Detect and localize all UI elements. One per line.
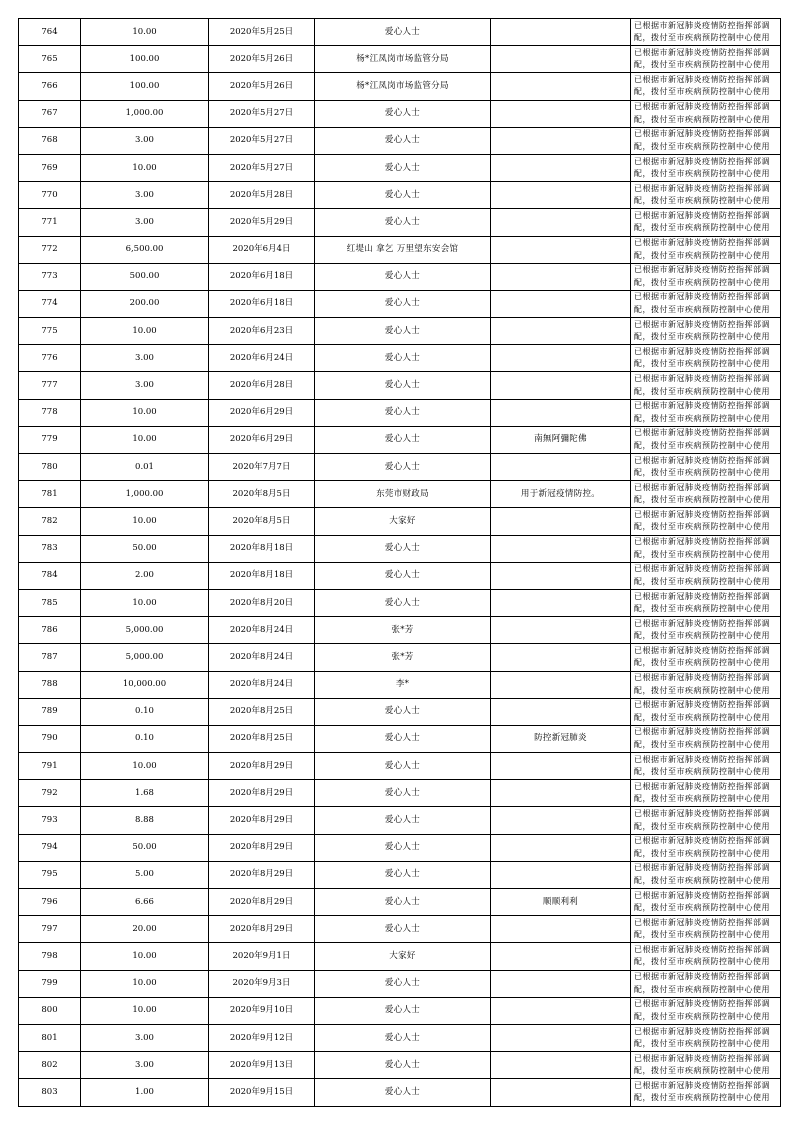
amount-cell: 10,000.00: [81, 671, 209, 698]
table-row: [19, 481, 781, 508]
donor-cell: 爱心人士: [315, 725, 491, 752]
message-cell: [491, 236, 631, 263]
usage-note-cell: 已根据市新冠肺炎疫情防控指挥部调配，拨付至市疾病预防控制中心使用: [631, 236, 781, 263]
donor-cell: 爱心人士: [315, 19, 491, 46]
table-row: [19, 753, 781, 780]
message-cell: [491, 182, 631, 209]
amount-cell: 1.00: [81, 1079, 209, 1106]
table-row: [19, 399, 781, 426]
amount-cell: 200.00: [81, 290, 209, 317]
date-cell: 2020年5月27日: [209, 127, 315, 154]
message-cell: [491, 943, 631, 970]
usage-note-cell: 已根据市新冠肺炎疫情防控指挥部调配，拨付至市疾病预防控制中心使用: [631, 725, 781, 752]
date-cell: 2020年8月29日: [209, 834, 315, 861]
donation-table-body: [19, 19, 781, 1107]
message-cell: [491, 916, 631, 943]
date-cell: 2020年8月20日: [209, 589, 315, 616]
date-cell: 2020年8月24日: [209, 644, 315, 671]
date-cell: 2020年9月12日: [209, 1024, 315, 1051]
date-cell: 2020年8月18日: [209, 535, 315, 562]
date-cell: 2020年6月18日: [209, 263, 315, 290]
usage-note-cell: 已根据市新冠肺炎疫情防控指挥部调配，拨付至市疾病预防控制中心使用: [631, 318, 781, 345]
row-number-cell: 766: [19, 73, 81, 100]
message-cell: [491, 834, 631, 861]
table-row: [19, 290, 781, 317]
message-cell: [491, 753, 631, 780]
amount-cell: 5,000.00: [81, 644, 209, 671]
table-row: [19, 154, 781, 181]
amount-cell: 6.66: [81, 889, 209, 916]
donor-cell: 爱心人士: [315, 861, 491, 888]
message-cell: 用于新冠疫情防控。: [491, 481, 631, 508]
amount-cell: 500.00: [81, 263, 209, 290]
table-row: [19, 263, 781, 290]
amount-cell: 10.00: [81, 426, 209, 453]
usage-note-cell: 已根据市新冠肺炎疫情防控指挥部调配，拨付至市疾病预防控制中心使用: [631, 263, 781, 290]
amount-cell: 1,000.00: [81, 100, 209, 127]
usage-note-cell: 已根据市新冠肺炎疫情防控指挥部调配，拨付至市疾病预防控制中心使用: [631, 454, 781, 481]
row-number-cell: 779: [19, 426, 81, 453]
message-cell: 南無阿彌陀佛: [491, 426, 631, 453]
table-row: [19, 19, 781, 46]
table-row: [19, 454, 781, 481]
message-cell: [491, 454, 631, 481]
table-row: [19, 1052, 781, 1079]
row-number-cell: 769: [19, 154, 81, 181]
row-number-cell: 786: [19, 617, 81, 644]
amount-cell: 20.00: [81, 916, 209, 943]
row-number-cell: 767: [19, 100, 81, 127]
amount-cell: 1,000.00: [81, 481, 209, 508]
table-row: [19, 644, 781, 671]
date-cell: 2020年8月29日: [209, 807, 315, 834]
usage-note-cell: 已根据市新冠肺炎疫情防控指挥部调配，拨付至市疾病预防控制中心使用: [631, 209, 781, 236]
row-number-cell: 773: [19, 263, 81, 290]
usage-note-cell: 已根据市新冠肺炎疫情防控指挥部调配，拨付至市疾病预防控制中心使用: [631, 834, 781, 861]
row-number-cell: 774: [19, 290, 81, 317]
donor-cell: 爱心人士: [315, 290, 491, 317]
donor-cell: 爱心人士: [315, 127, 491, 154]
donor-cell: 东莞市财政局: [315, 481, 491, 508]
amount-cell: 3.00: [81, 1052, 209, 1079]
date-cell: 2020年5月28日: [209, 182, 315, 209]
table-row: [19, 372, 781, 399]
usage-note-cell: 已根据市新冠肺炎疫情防控指挥部调配，拨付至市疾病预防控制中心使用: [631, 100, 781, 127]
donor-cell: 爱心人士: [315, 182, 491, 209]
usage-note-cell: 已根据市新冠肺炎疫情防控指挥部调配，拨付至市疾病预防控制中心使用: [631, 970, 781, 997]
usage-note-cell: 已根据市新冠肺炎疫情防控指挥部调配，拨付至市疾病预防控制中心使用: [631, 508, 781, 535]
usage-note-cell: 已根据市新冠肺炎疫情防控指挥部调配，拨付至市疾病预防控制中心使用: [631, 943, 781, 970]
donor-cell: 爱心人士: [315, 997, 491, 1024]
date-cell: 2020年5月29日: [209, 209, 315, 236]
message-cell: [491, 861, 631, 888]
message-cell: [491, 46, 631, 73]
date-cell: 2020年6月24日: [209, 345, 315, 372]
row-number-cell: 787: [19, 644, 81, 671]
amount-cell: 0.10: [81, 725, 209, 752]
donor-cell: 爱心人士: [315, 753, 491, 780]
date-cell: 2020年9月13日: [209, 1052, 315, 1079]
usage-note-cell: 已根据市新冠肺炎疫情防控指挥部调配，拨付至市疾病预防控制中心使用: [631, 644, 781, 671]
date-cell: 2020年8月24日: [209, 671, 315, 698]
row-number-cell: 795: [19, 861, 81, 888]
date-cell: 2020年8月29日: [209, 753, 315, 780]
donor-cell: 大家好: [315, 943, 491, 970]
donation-table-page: [18, 18, 780, 1107]
message-cell: [491, 100, 631, 127]
amount-cell: 10.00: [81, 318, 209, 345]
message-cell: [491, 970, 631, 997]
table-row: [19, 426, 781, 453]
table-row: [19, 943, 781, 970]
row-number-cell: 792: [19, 780, 81, 807]
row-number-cell: 799: [19, 970, 81, 997]
usage-note-cell: 已根据市新冠肺炎疫情防控指挥部调配，拨付至市疾病预防控制中心使用: [631, 345, 781, 372]
date-cell: 2020年6月29日: [209, 399, 315, 426]
date-cell: 2020年8月24日: [209, 617, 315, 644]
date-cell: 2020年9月15日: [209, 1079, 315, 1106]
amount-cell: 10.00: [81, 19, 209, 46]
date-cell: 2020年5月27日: [209, 100, 315, 127]
amount-cell: 0.10: [81, 698, 209, 725]
date-cell: 2020年9月3日: [209, 970, 315, 997]
date-cell: 2020年8月29日: [209, 861, 315, 888]
date-cell: 2020年5月25日: [209, 19, 315, 46]
date-cell: 2020年8月29日: [209, 780, 315, 807]
message-cell: [491, 671, 631, 698]
table-row: [19, 73, 781, 100]
table-row: [19, 182, 781, 209]
date-cell: 2020年9月10日: [209, 997, 315, 1024]
message-cell: 顺顺利利: [491, 889, 631, 916]
row-number-cell: 797: [19, 916, 81, 943]
donor-cell: 杨*江凤岗市场监管分局: [315, 73, 491, 100]
amount-cell: 3.00: [81, 372, 209, 399]
amount-cell: 10.00: [81, 589, 209, 616]
message-cell: [491, 997, 631, 1024]
message-cell: [491, 399, 631, 426]
donor-cell: 张*芳: [315, 617, 491, 644]
row-number-cell: 793: [19, 807, 81, 834]
donor-cell: 爱心人士: [315, 889, 491, 916]
row-number-cell: 777: [19, 372, 81, 399]
table-row: [19, 46, 781, 73]
message-cell: [491, 318, 631, 345]
message-cell: [491, 644, 631, 671]
donor-cell: 爱心人士: [315, 834, 491, 861]
date-cell: 2020年6月18日: [209, 290, 315, 317]
message-cell: [491, 263, 631, 290]
donor-cell: 爱心人士: [315, 916, 491, 943]
donor-cell: 爱心人士: [315, 209, 491, 236]
usage-note-cell: 已根据市新冠肺炎疫情防控指挥部调配，拨付至市疾病预防控制中心使用: [631, 698, 781, 725]
row-number-cell: 772: [19, 236, 81, 263]
donor-cell: 爱心人士: [315, 1079, 491, 1106]
table-row: [19, 970, 781, 997]
amount-cell: 10.00: [81, 970, 209, 997]
amount-cell: 10.00: [81, 997, 209, 1024]
message-cell: [491, 1024, 631, 1051]
date-cell: 2020年5月27日: [209, 154, 315, 181]
amount-cell: 100.00: [81, 73, 209, 100]
donor-cell: 爱心人士: [315, 562, 491, 589]
usage-note-cell: 已根据市新冠肺炎疫情防控指挥部调配，拨付至市疾病预防控制中心使用: [631, 1052, 781, 1079]
usage-note-cell: 已根据市新冠肺炎疫情防控指挥部调配，拨付至市疾病预防控制中心使用: [631, 73, 781, 100]
row-number-cell: 778: [19, 399, 81, 426]
date-cell: 2020年8月18日: [209, 562, 315, 589]
donor-cell: 爱心人士: [315, 780, 491, 807]
amount-cell: 100.00: [81, 46, 209, 73]
message-cell: [491, 698, 631, 725]
table-row: [19, 617, 781, 644]
donor-cell: 爱心人士: [315, 970, 491, 997]
donor-cell: 爱心人士: [315, 345, 491, 372]
donor-cell: 张*芳: [315, 644, 491, 671]
row-number-cell: 783: [19, 535, 81, 562]
message-cell: [491, 290, 631, 317]
amount-cell: 6,500.00: [81, 236, 209, 263]
donor-cell: 爱心人士: [315, 100, 491, 127]
usage-note-cell: 已根据市新冠肺炎疫情防控指挥部调配，拨付至市疾病预防控制中心使用: [631, 372, 781, 399]
row-number-cell: 768: [19, 127, 81, 154]
table-row: [19, 535, 781, 562]
message-cell: [491, 508, 631, 535]
donor-cell: 爱心人士: [315, 372, 491, 399]
date-cell: 2020年8月5日: [209, 508, 315, 535]
message-cell: [491, 780, 631, 807]
row-number-cell: 780: [19, 454, 81, 481]
usage-note-cell: 已根据市新冠肺炎疫情防控指挥部调配，拨付至市疾病预防控制中心使用: [631, 671, 781, 698]
usage-note-cell: 已根据市新冠肺炎疫情防控指挥部调配，拨付至市疾病预防控制中心使用: [631, 889, 781, 916]
message-cell: [491, 589, 631, 616]
donor-cell: 爱心人士: [315, 154, 491, 181]
usage-note-cell: 已根据市新冠肺炎疫情防控指挥部调配，拨付至市疾病预防控制中心使用: [631, 154, 781, 181]
usage-note-cell: 已根据市新冠肺炎疫情防控指挥部调配，拨付至市疾病预防控制中心使用: [631, 426, 781, 453]
usage-note-cell: 已根据市新冠肺炎疫情防控指挥部调配，拨付至市疾病预防控制中心使用: [631, 182, 781, 209]
row-number-cell: 798: [19, 943, 81, 970]
date-cell: 2020年8月25日: [209, 725, 315, 752]
date-cell: 2020年8月29日: [209, 916, 315, 943]
amount-cell: 0.01: [81, 454, 209, 481]
date-cell: 2020年5月26日: [209, 73, 315, 100]
date-cell: 2020年9月1日: [209, 943, 315, 970]
row-number-cell: 802: [19, 1052, 81, 1079]
amount-cell: 10.00: [81, 508, 209, 535]
message-cell: 防控新冠肺炎: [491, 725, 631, 752]
amount-cell: 2.00: [81, 562, 209, 589]
table-row: [19, 997, 781, 1024]
table-row: [19, 127, 781, 154]
row-number-cell: 801: [19, 1024, 81, 1051]
usage-note-cell: 已根据市新冠肺炎疫情防控指挥部调配，拨付至市疾病预防控制中心使用: [631, 753, 781, 780]
message-cell: [491, 73, 631, 100]
amount-cell: 10.00: [81, 753, 209, 780]
amount-cell: 1.68: [81, 780, 209, 807]
date-cell: 2020年8月25日: [209, 698, 315, 725]
row-number-cell: 790: [19, 725, 81, 752]
row-number-cell: 770: [19, 182, 81, 209]
donor-cell: 杨*江凤岗市场监管分局: [315, 46, 491, 73]
donor-cell: 大家好: [315, 508, 491, 535]
table-row: [19, 725, 781, 752]
row-number-cell: 794: [19, 834, 81, 861]
row-number-cell: 785: [19, 589, 81, 616]
message-cell: [491, 1052, 631, 1079]
message-cell: [491, 617, 631, 644]
donor-cell: 爱心人士: [315, 807, 491, 834]
message-cell: [491, 209, 631, 236]
date-cell: 2020年5月26日: [209, 46, 315, 73]
table-row: [19, 671, 781, 698]
donor-cell: 爱心人士: [315, 535, 491, 562]
usage-note-cell: 已根据市新冠肺炎疫情防控指挥部调配，拨付至市疾病预防控制中心使用: [631, 589, 781, 616]
row-number-cell: 788: [19, 671, 81, 698]
row-number-cell: 764: [19, 19, 81, 46]
table-row: [19, 780, 781, 807]
message-cell: [491, 807, 631, 834]
row-number-cell: 765: [19, 46, 81, 73]
amount-cell: 3.00: [81, 1024, 209, 1051]
amount-cell: 8.88: [81, 807, 209, 834]
donor-cell: 爱心人士: [315, 399, 491, 426]
row-number-cell: 775: [19, 318, 81, 345]
usage-note-cell: 已根据市新冠肺炎疫情防控指挥部调配，拨付至市疾病预防控制中心使用: [631, 562, 781, 589]
donor-cell: 李*: [315, 671, 491, 698]
usage-note-cell: 已根据市新冠肺炎疫情防控指挥部调配，拨付至市疾病预防控制中心使用: [631, 399, 781, 426]
table-row: [19, 807, 781, 834]
donor-cell: 爱心人士: [315, 1052, 491, 1079]
date-cell: 2020年6月28日: [209, 372, 315, 399]
amount-cell: 50.00: [81, 834, 209, 861]
date-cell: 2020年8月5日: [209, 481, 315, 508]
table-row: [19, 889, 781, 916]
amount-cell: 3.00: [81, 127, 209, 154]
usage-note-cell: 已根据市新冠肺炎疫情防控指挥部调配，拨付至市疾病预防控制中心使用: [631, 1024, 781, 1051]
table-row: [19, 1079, 781, 1106]
date-cell: 2020年6月4日: [209, 236, 315, 263]
usage-note-cell: 已根据市新冠肺炎疫情防控指挥部调配，拨付至市疾病预防控制中心使用: [631, 997, 781, 1024]
table-row: [19, 209, 781, 236]
table-row: [19, 589, 781, 616]
usage-note-cell: 已根据市新冠肺炎疫情防控指挥部调配，拨付至市疾病预防控制中心使用: [631, 1079, 781, 1106]
table-row: [19, 236, 781, 263]
amount-cell: 50.00: [81, 535, 209, 562]
table-row: [19, 100, 781, 127]
table-row: [19, 834, 781, 861]
row-number-cell: 791: [19, 753, 81, 780]
donor-cell: 爱心人士: [315, 454, 491, 481]
row-number-cell: 784: [19, 562, 81, 589]
row-number-cell: 803: [19, 1079, 81, 1106]
table-row: [19, 508, 781, 535]
row-number-cell: 781: [19, 481, 81, 508]
donor-cell: 爱心人士: [315, 263, 491, 290]
row-number-cell: 789: [19, 698, 81, 725]
amount-cell: 5,000.00: [81, 617, 209, 644]
table-row: [19, 562, 781, 589]
row-number-cell: 782: [19, 508, 81, 535]
message-cell: [491, 345, 631, 372]
message-cell: [491, 19, 631, 46]
usage-note-cell: 已根据市新冠肺炎疫情防控指挥部调配，拨付至市疾病预防控制中心使用: [631, 617, 781, 644]
usage-note-cell: 已根据市新冠肺炎疫情防控指挥部调配，拨付至市疾病预防控制中心使用: [631, 861, 781, 888]
amount-cell: 3.00: [81, 209, 209, 236]
row-number-cell: 771: [19, 209, 81, 236]
donation-table: [18, 18, 781, 1107]
message-cell: [491, 535, 631, 562]
amount-cell: 3.00: [81, 345, 209, 372]
usage-note-cell: 已根据市新冠肺炎疫情防控指挥部调配，拨付至市疾病预防控制中心使用: [631, 481, 781, 508]
row-number-cell: 776: [19, 345, 81, 372]
date-cell: 2020年8月29日: [209, 889, 315, 916]
table-row: [19, 318, 781, 345]
usage-note-cell: 已根据市新冠肺炎疫情防控指挥部调配，拨付至市疾病预防控制中心使用: [631, 19, 781, 46]
date-cell: 2020年6月29日: [209, 426, 315, 453]
donor-cell: 爱心人士: [315, 1024, 491, 1051]
usage-note-cell: 已根据市新冠肺炎疫情防控指挥部调配，拨付至市疾病预防控制中心使用: [631, 780, 781, 807]
message-cell: [491, 127, 631, 154]
message-cell: [491, 562, 631, 589]
table-row: [19, 698, 781, 725]
amount-cell: 5.00: [81, 861, 209, 888]
donor-cell: 爱心人士: [315, 426, 491, 453]
usage-note-cell: 已根据市新冠肺炎疫情防控指挥部调配，拨付至市疾病预防控制中心使用: [631, 807, 781, 834]
message-cell: [491, 372, 631, 399]
table-row: [19, 861, 781, 888]
usage-note-cell: 已根据市新冠肺炎疫情防控指挥部调配，拨付至市疾病预防控制中心使用: [631, 46, 781, 73]
donor-cell: 爱心人士: [315, 318, 491, 345]
amount-cell: 3.00: [81, 182, 209, 209]
usage-note-cell: 已根据市新冠肺炎疫情防控指挥部调配，拨付至市疾病预防控制中心使用: [631, 127, 781, 154]
amount-cell: 10.00: [81, 154, 209, 181]
date-cell: 2020年6月23日: [209, 318, 315, 345]
row-number-cell: 800: [19, 997, 81, 1024]
donor-cell: 爱心人士: [315, 698, 491, 725]
row-number-cell: 796: [19, 889, 81, 916]
usage-note-cell: 已根据市新冠肺炎疫情防控指挥部调配，拨付至市疾病预防控制中心使用: [631, 535, 781, 562]
amount-cell: 10.00: [81, 399, 209, 426]
usage-note-cell: 已根据市新冠肺炎疫情防控指挥部调配，拨付至市疾病预防控制中心使用: [631, 290, 781, 317]
date-cell: 2020年7月7日: [209, 454, 315, 481]
usage-note-cell: 已根据市新冠肺炎疫情防控指挥部调配，拨付至市疾病预防控制中心使用: [631, 916, 781, 943]
amount-cell: 10.00: [81, 943, 209, 970]
donor-cell: 红堤山 拿乞 万里望东安会馆: [315, 236, 491, 263]
donor-cell: 爱心人士: [315, 589, 491, 616]
table-row: [19, 345, 781, 372]
message-cell: [491, 1079, 631, 1106]
message-cell: [491, 154, 631, 181]
table-row: [19, 916, 781, 943]
table-row: [19, 1024, 781, 1051]
